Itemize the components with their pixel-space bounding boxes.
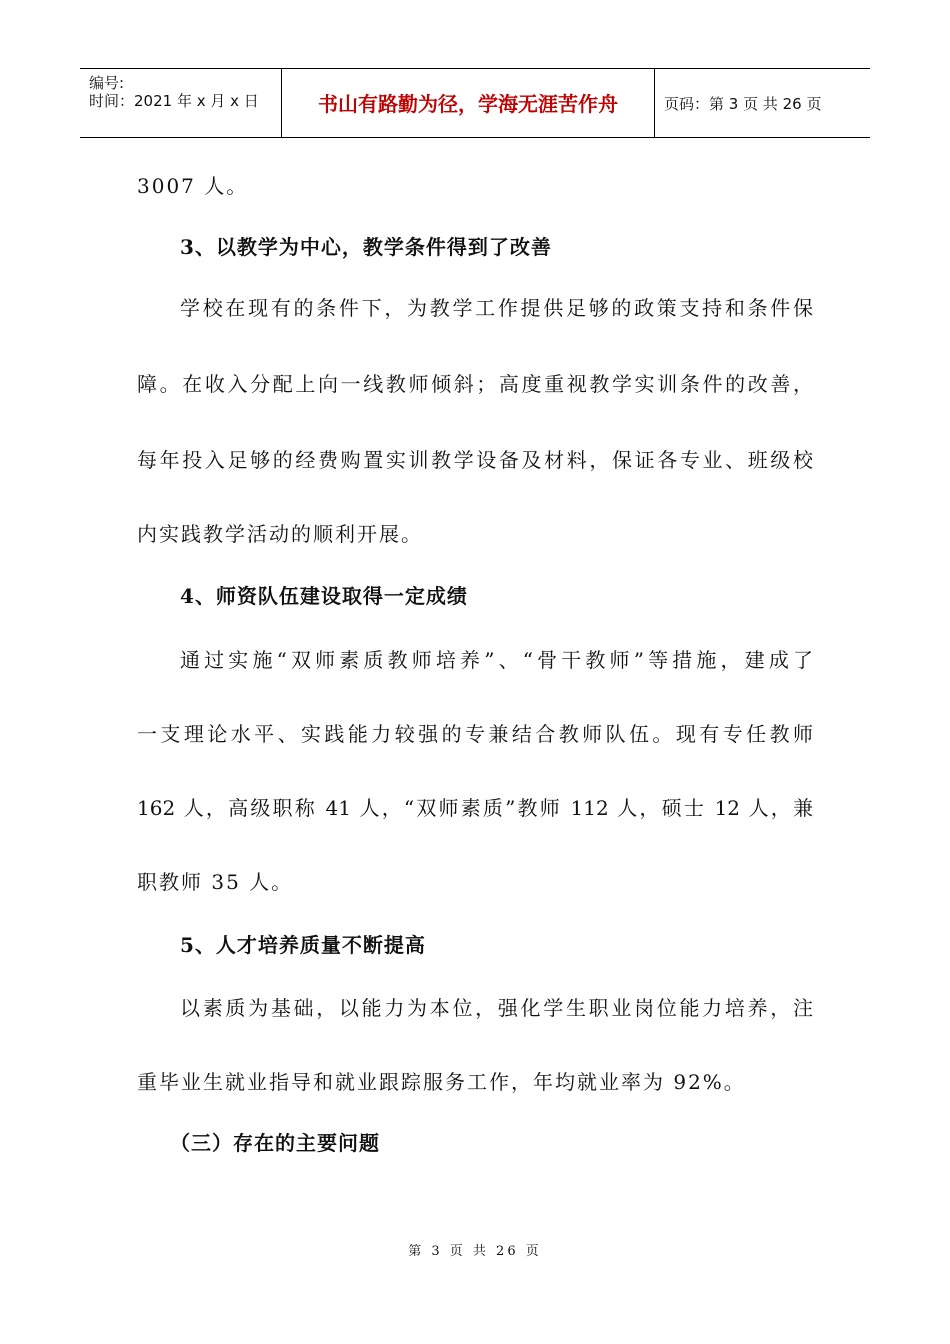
document-number-label: 编号:	[89, 74, 125, 92]
section-heading-5: 5、人才培养质量不断提高	[180, 933, 426, 957]
paragraph-line: 障。在收入分配上向一线教师倾斜；高度重视教学实训条件的改善，	[137, 372, 813, 396]
body-line-continuation: 3007 人。	[137, 174, 249, 198]
header-motto-cell	[281, 69, 655, 137]
paragraph-line: 内实践教学活动的顺利开展。	[137, 522, 423, 546]
section-heading-problems: （三）存在的主要问题	[170, 1131, 380, 1155]
header-motto: 书山有路勤为径，学海无涯苦作舟	[318, 92, 618, 116]
paragraph-line: 一支理论水平、实践能力较强的专兼结合教师队伍。现有专任教师	[137, 722, 813, 746]
page-footer: 第 3 页 共 26 页	[408, 1244, 542, 1259]
header-meta-cell	[80, 69, 281, 137]
paragraph-line: 职教师 35 人。	[137, 870, 294, 894]
section-heading-3: 3、以教学为中心，教学条件得到了改善	[180, 235, 552, 259]
header-page-cell	[654, 69, 870, 137]
paragraph-line: 通过实施“双师素质教师培养”、“骨干教师”等措施，建成了	[180, 648, 813, 672]
section-heading-4: 4、师资队伍建设取得一定成绩	[180, 584, 468, 608]
page-header	[80, 68, 870, 138]
paragraph-line: 重毕业生就业指导和就业跟踪服务工作，年均就业率为 92%。	[137, 1070, 746, 1094]
paragraph-line: 162 人，高级职称 41 人，“双师素质”教师 112 人，硕士 12 人，兼	[137, 796, 813, 820]
header-page-info: 页码：第 3 页 共 26 页	[664, 95, 822, 113]
paragraph-line: 每年投入足够的经费购置实训教学设备及材料，保证各专业、班级校	[137, 448, 813, 472]
paragraph-line: 以素质为基础，以能力为本位，强化学生职业岗位能力培养，注	[180, 996, 813, 1020]
paragraph-line: 学校在现有的条件下，为教学工作提供足够的政策支持和条件保	[180, 296, 813, 320]
document-time-label: 时间：2021 年 x 月 x 日	[89, 92, 259, 110]
